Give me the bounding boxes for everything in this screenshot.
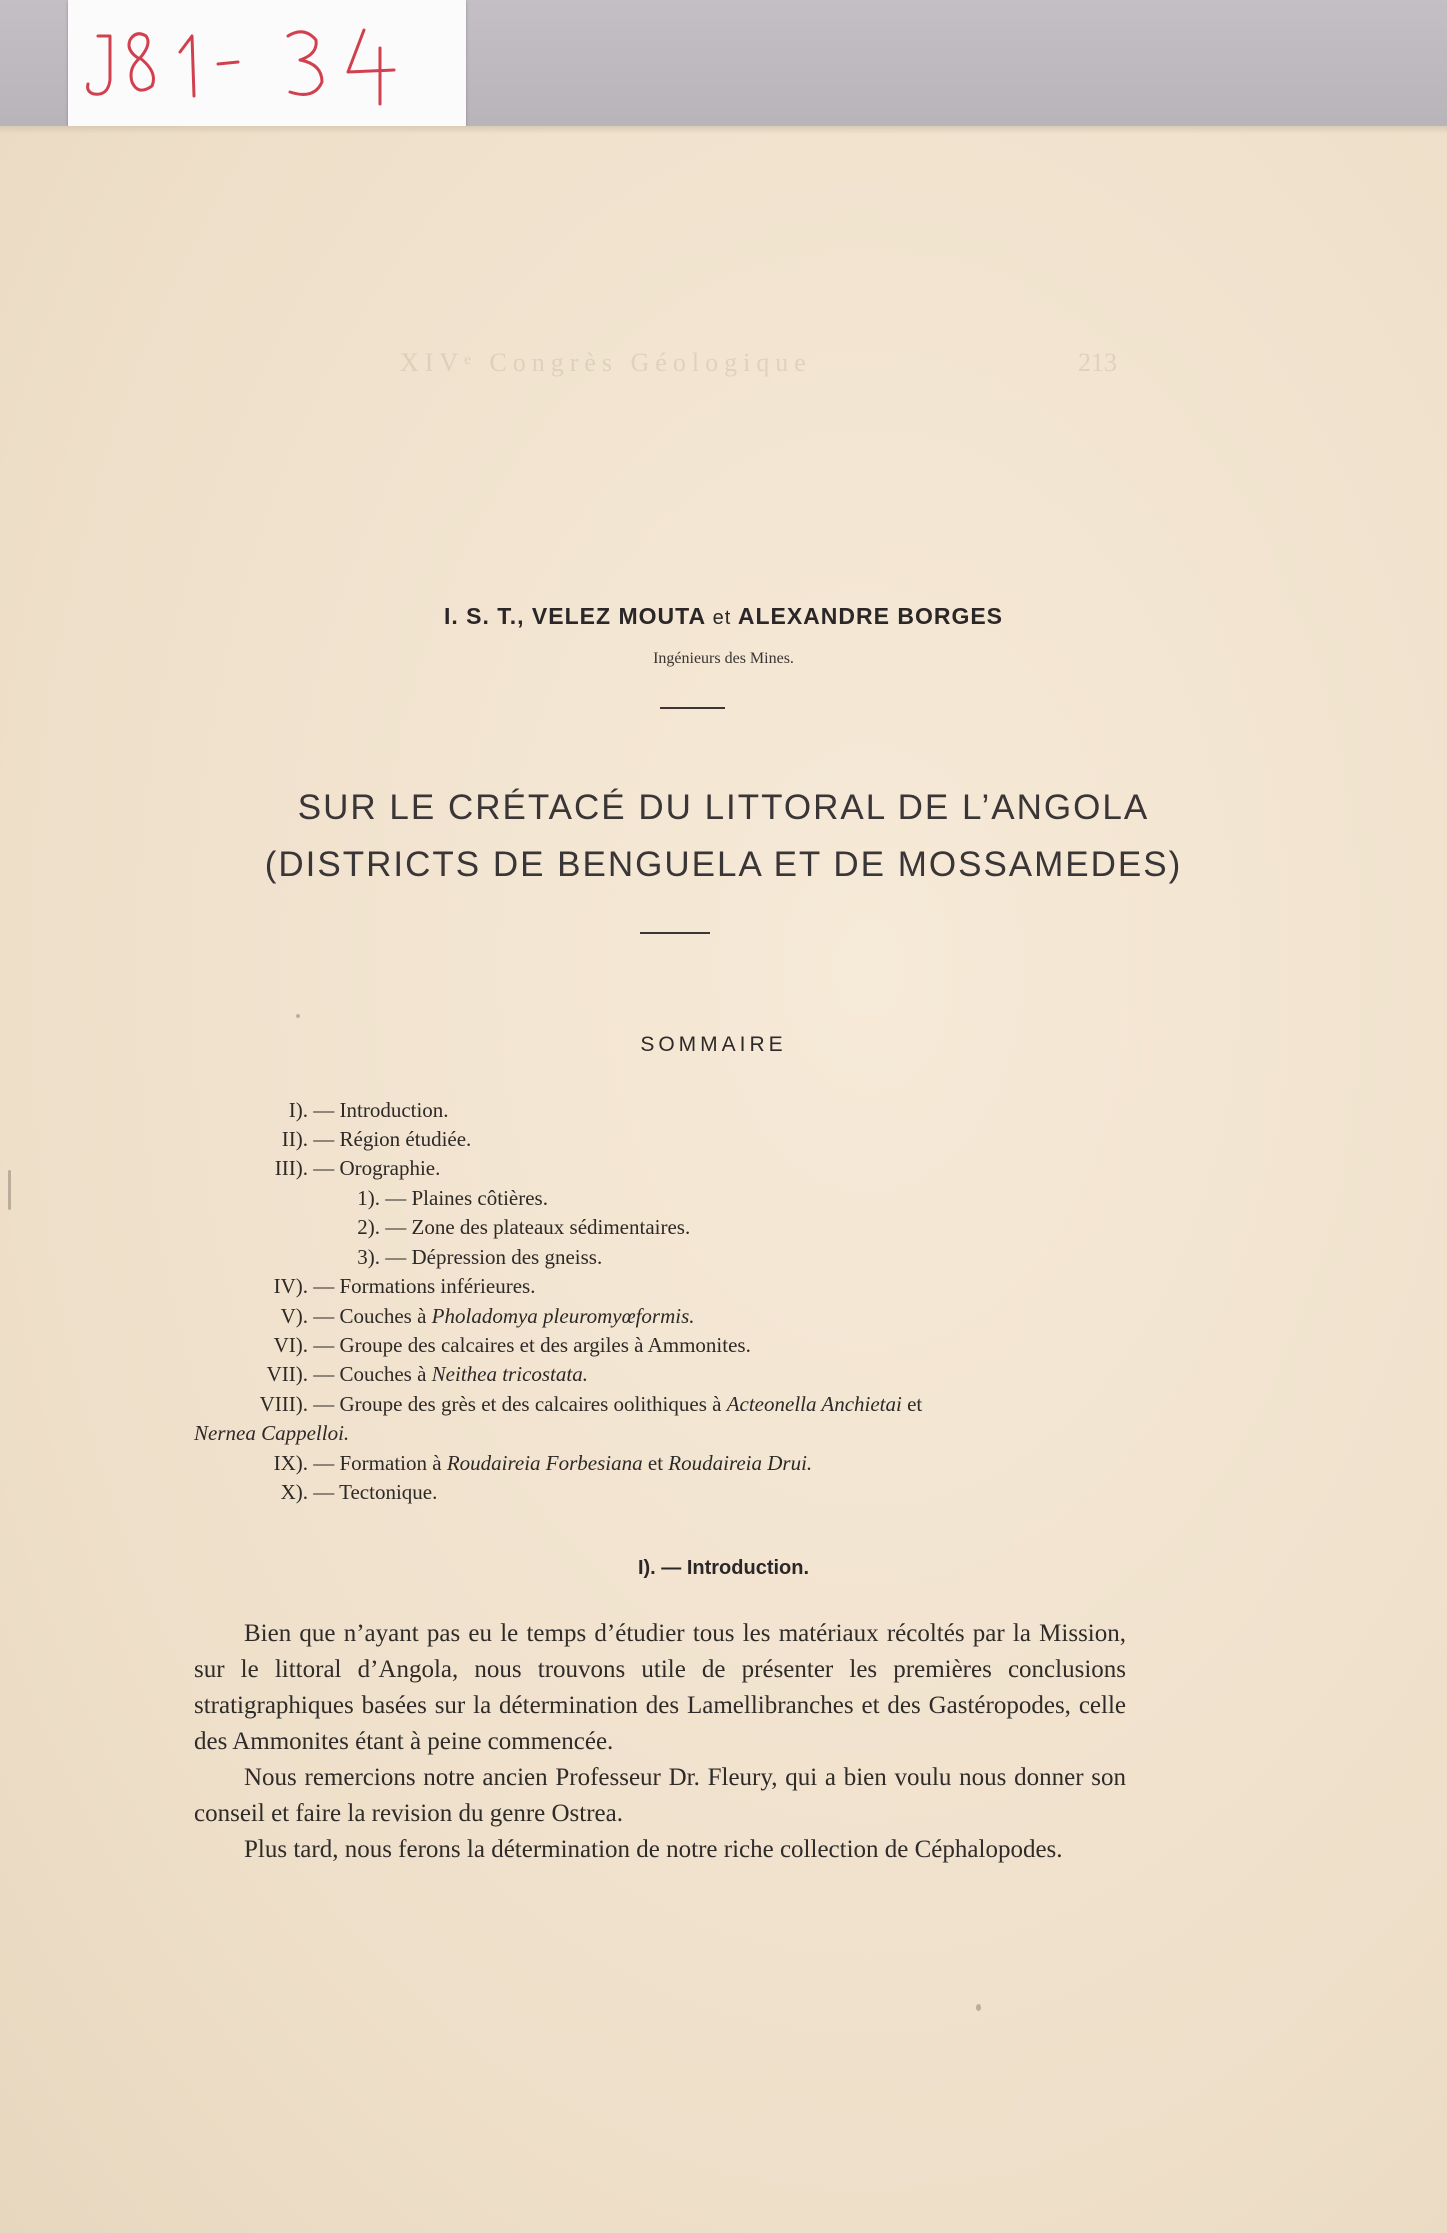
body-text xyxy=(194,1616,1126,1868)
taxon-name: Roudaireia Forbesiana xyxy=(446,1451,643,1475)
toc-subitem: 3). — Dépression des gneiss. xyxy=(357,1245,603,1269)
paragraph: Nous remercions notre ancien Professeur Dr. Fleury, qui a bien voulu nous donner son conseil et faire la revision du genre Ostrea. xyxy=(194,1764,1126,1827)
toc-item: III). — Orographie. xyxy=(274,1156,441,1180)
bleed-through-running-header: XIVᵉ Congrès Géologique xyxy=(400,348,812,377)
page-edge-shadow xyxy=(0,126,1447,134)
toc-subitem: 2). — Zone des plateaux sédimentaires. xyxy=(357,1215,691,1239)
taxon-name: Acteonella Anchietai xyxy=(726,1392,902,1416)
taxon-name: Pholadomya pleuromyœformis. xyxy=(431,1304,695,1328)
toc-item: VI). — Groupe des calcaires et des argiles à Ammonites. xyxy=(273,1333,751,1357)
sommaire-heading: SOMMAIRE xyxy=(640,1033,787,1056)
author-names-first: I. S. T., VELEZ MOUTA xyxy=(443,603,706,629)
toc-item: X). — Tectonique. xyxy=(280,1480,438,1504)
toc-item: IV). — Formations inférieures. xyxy=(273,1274,536,1298)
document-page xyxy=(0,126,1447,2233)
author-conjunction: et xyxy=(712,607,732,629)
author-affiliation: Ingénieurs des Mines. xyxy=(653,650,794,667)
taxon-name: Roudaireia Drui. xyxy=(668,1451,813,1475)
toc-item: V). — Couches à Pholadomya pleuromyœformis. xyxy=(280,1304,695,1328)
paper-speck xyxy=(296,1014,300,1018)
taxon-name: Neithea tricostata. xyxy=(431,1362,588,1386)
author-line xyxy=(0,603,1447,630)
section-heading: I). — Introduction. xyxy=(637,1557,810,1579)
paper-speck xyxy=(976,2004,981,2011)
toc-item: VIII). — Groupe des grès et des calcaires oolithiques à Acteonella Anchietai et xyxy=(259,1392,923,1416)
author-names-second: ALEXANDRE BORGES xyxy=(737,603,1004,629)
catalog-sticker xyxy=(68,0,466,128)
paper-speck xyxy=(8,1170,11,1210)
toc-item: I). — Introduction. xyxy=(288,1098,449,1122)
toc-item: II). — Région étudiée. xyxy=(281,1127,472,1151)
toc-item-continuation xyxy=(194,1421,349,1445)
handwritten-catalog-number xyxy=(68,0,466,128)
paper-title-line-2: (DISTRICTS DE BENGUELA ET DE MOSSAMEDES) xyxy=(264,845,1183,884)
toc-subitem: 1). — Plaines côtières. xyxy=(357,1186,548,1210)
toc-item: IX). — Formation à Roudaireia Forbesiana et Roudaireia Drui. xyxy=(273,1451,813,1475)
toc-item: VII). — Couches à Neithea tricostata. xyxy=(266,1362,588,1386)
paragraph: Plus tard, nous ferons la détermination de notre riche collection de Céphalopodes. xyxy=(244,1836,1063,1863)
paragraph: Bien que n’ayant pas eu le temps d’étudier tous les matériaux récoltés par la Mission, sur le littoral d’Angola, nous trouvons utile de présenter les premières conclusions stratigraphiques basées sur la détermination des Lamellibranches et des Gastéropodes, celle des Ammonites étant à peine commencée. xyxy=(194,1620,1126,1755)
taxon-name: Nernea Cappelloi. xyxy=(194,1421,350,1445)
divider-rule xyxy=(640,932,710,934)
paper-title-line-1: SUR LE CRÉTACÉ DU LITTORAL DE L’ANGOLA xyxy=(297,788,1150,827)
bleed-through-page-number: 213 xyxy=(1078,348,1117,377)
divider-rule xyxy=(660,707,725,709)
